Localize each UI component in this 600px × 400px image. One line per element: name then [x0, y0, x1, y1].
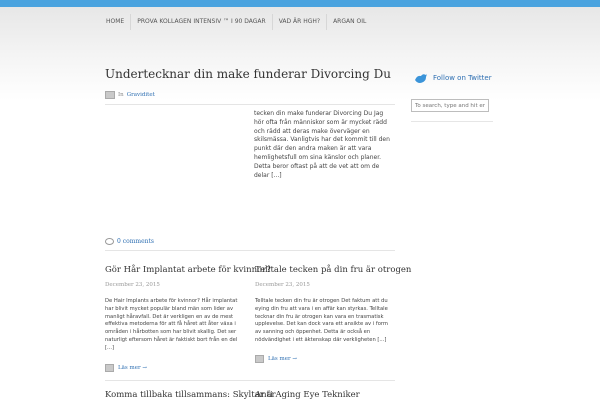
header [0, 7, 600, 100]
follow-label[interactable]: Follow on Twitter [433, 74, 492, 82]
post-meta [105, 91, 155, 99]
divider [105, 104, 395, 105]
read-more-link[interactable] [105, 364, 147, 372]
card-excerpt: Telltale tecken din fru är otrogen Det faktum att du eying din fru att vara i en affär kan styrkas. Telltale tecknar din fru är otrogen kan vara en trasmatisk upplevelse. Det kan dock vara ett ansikte av i form av sanning och öppenhet. Detta är också en nödvändighet i ett äktenskap där verkligheten [...] [255, 298, 388, 343]
nav-item-hgh[interactable]: VAD ÄR HGH? [273, 14, 327, 30]
post-excerpt: tecken din make funderar Divorcing Du Jag hör ofta från människor som är mycket rädd och rädd att deras make överväger en skilsmässa. Vanligtvis har det kommit till den punkt där den andra maken är att vara hemlighetsfull om sina känslor och planer. Detta beror oftast på att de vet att om de delar [...] [254, 110, 390, 179]
read-more-label[interactable]: Läs mer → [268, 356, 297, 362]
category-icon [105, 91, 115, 99]
nav-item-argan-oil[interactable]: ARGAN OIL [333, 18, 367, 25]
card-title[interactable]: Gör Hår Implantat arbete för kvinnor? [105, 265, 271, 275]
card-title[interactable]: Komma tillbaka tillsammans: Skyltar är [105, 390, 276, 400]
sidebar-divider [411, 121, 493, 122]
nav-item-home[interactable]: HOME [100, 14, 131, 30]
card-date: December 23, 2015 [105, 282, 160, 288]
comments-count[interactable]: 0 comments [117, 238, 154, 245]
read-more-label[interactable]: Läs mer → [118, 365, 147, 371]
card-title[interactable]: Anti Aging Eye Tekniker [255, 390, 360, 400]
follow-on-twitter[interactable] [414, 72, 492, 84]
card-excerpt: De Hair Implants arbete för kvinnor? Hår implantat har blivit mycket populär bland män som lider av manligt håravfall. Det är verkligen en av de mest effektiva metoderna för att få håret att åter växa i områden i hårbotten som har blivit skallig. Det ser naturligt eftersom håret är faktiskt bort från en del [...] [105, 298, 238, 351]
card-title[interactable]: Telltale tecken på din fru är otrogen [255, 265, 412, 275]
divider [105, 380, 395, 381]
card-date: December 23, 2015 [255, 282, 310, 288]
post-title[interactable]: Undertecknar din make funderar Divorcing Du [105, 67, 391, 81]
comment-icon [105, 238, 114, 245]
document-icon [255, 355, 264, 363]
read-more-link[interactable] [255, 355, 297, 363]
search-input[interactable] [411, 99, 489, 112]
twitter-bird-icon [414, 72, 428, 84]
divider [105, 250, 395, 251]
nav-item-kollagen[interactable]: PROVA KOLLAGEN INTENSIV ™ I 90 DAGAR [131, 14, 272, 30]
category-link[interactable]: Graviditet [126, 92, 155, 98]
meta-prefix: In [118, 92, 124, 98]
comments-link[interactable] [105, 238, 154, 245]
document-icon [105, 364, 114, 372]
top-accent-bar [0, 0, 600, 7]
main-nav [100, 14, 372, 30]
